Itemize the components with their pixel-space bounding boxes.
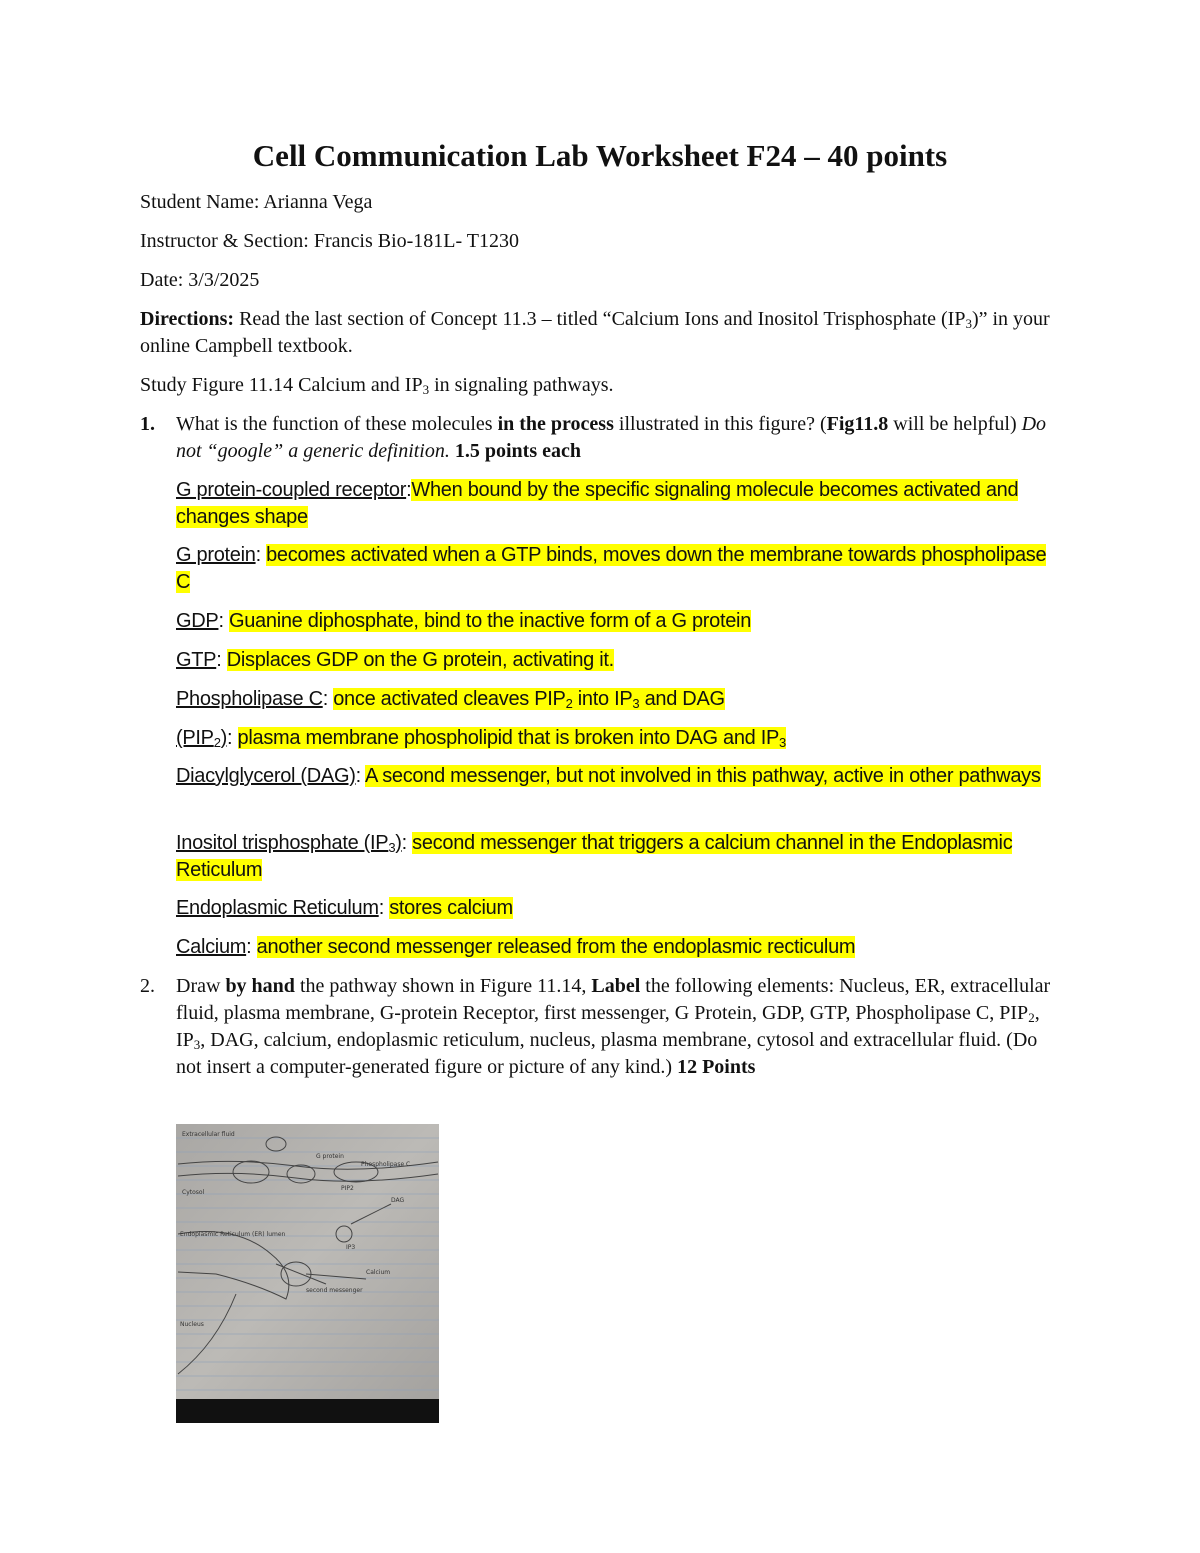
question-1-text: What is the function of these molecules in the process illustrated in this figure? (Fig11.8 will be helpful) Do not “google” a generic definition. 1.5 points each	[176, 413, 1047, 462]
instructor-section: Instructor & Section: Francis Bio-181L- T1230	[140, 230, 520, 252]
page-title: Cell Communication Lab Worksheet F24 – 40 points	[252, 138, 948, 173]
question-2-text: Draw by hand the pathway shown in Figure 11.14, Label the following elements: Nucleus, ER, extracellular fluid, plasma membrane, G-protein Receptor, first messenger, G Protein, GDP, GTP, Phospholipase C, $PIP_2$, $IP_3$, DAG, calcium, endoplasmic reticulum, nucleus, plasma membrane, cytosol and extracellular fluid. (Do not insert a computer-generated figure or picture of any kind.) 12 Points	[176, 975, 1051, 1078]
drawing-label-second-messenger: second messenger	[306, 1287, 363, 1294]
answer-g-protein: G protein: becomes activated when a GTP binds, moves down the membrane towards phospholipase C	[176, 544, 1047, 593]
student-name: Student Name: Arianna Vega	[140, 191, 373, 213]
answer-ip3: Inositol trisphosphate $(IP_3)$: second messenger that triggers a calcium channel in the Endoplasmic Reticulum	[176, 832, 1013, 881]
answer-calcium: Calcium: another second messenger released from the endoplasmic recticulum	[176, 936, 856, 958]
answer-er: Endoplasmic Reticulum: stores calcium	[176, 897, 513, 919]
answer-dag: Diacylglycerol (DAG): A second messenger, but not involved in this pathway, active in other pathways	[176, 765, 1041, 787]
question-2-number: 2.	[140, 975, 155, 997]
drawing-label-nucleus: Nucleus	[180, 1321, 204, 1328]
drawing-label-er: Endoplasmic Reticulum (ER) lumen	[180, 1231, 286, 1238]
directions-label: Directions:	[140, 308, 235, 330]
question-1-number: 1.	[140, 413, 155, 435]
drawing-label-plc: Phospholipase C	[361, 1161, 411, 1168]
drawing-label-cytosol: Cytosol	[182, 1189, 205, 1196]
directions: Directions: Read the last section of Concept 11.3 – titled “Calcium Ions and Inositol Trisphosphate $(IP_3)$” in your online Campbell textbook.	[140, 308, 1050, 357]
date: Date: 3/3/2025	[140, 269, 260, 291]
answer-phospholipase-c: Phospholipase C: once activated cleaves $PIP_2$ into $IP_3$ and DAG	[176, 688, 725, 711]
study-figure-line: Study Figure 11.14 Calcium and $IP_3$ in signaling pathways.	[140, 374, 614, 397]
question-1-points: 1.5 points each	[454, 440, 581, 462]
answer-gtp: GTP: Displaces GDP on the G protein, activating it.	[176, 649, 614, 671]
hand-drawn-pathway-photo	[176, 1124, 439, 1423]
drawing-label-pip2: PIP2	[341, 1185, 354, 1192]
drawing-label-dag: DAG	[391, 1197, 405, 1204]
notebook-drawing	[176, 1124, 439, 1423]
drawing-label-calcium: Calcium	[366, 1269, 391, 1276]
question-2-points: 12 Points	[677, 1056, 756, 1078]
drawing-label-g-protein: G protein	[316, 1153, 344, 1160]
answer-pip2: $(PIP_2)$: plasma membrane phospholipid that is broken into DAG and $IP_3$	[176, 727, 786, 750]
answer-gdp: GDP: Guanine diphosphate, bind to the inactive form of a G protein	[176, 610, 752, 632]
drawing-label-extracellular: Extracellular fluid	[182, 1131, 235, 1138]
drawing-label-ip3: IP3	[346, 1244, 356, 1251]
answer-gpcr: G protein-coupled receptor:When bound by the specific signaling molecule becomes activated and changes shape	[176, 479, 1019, 528]
